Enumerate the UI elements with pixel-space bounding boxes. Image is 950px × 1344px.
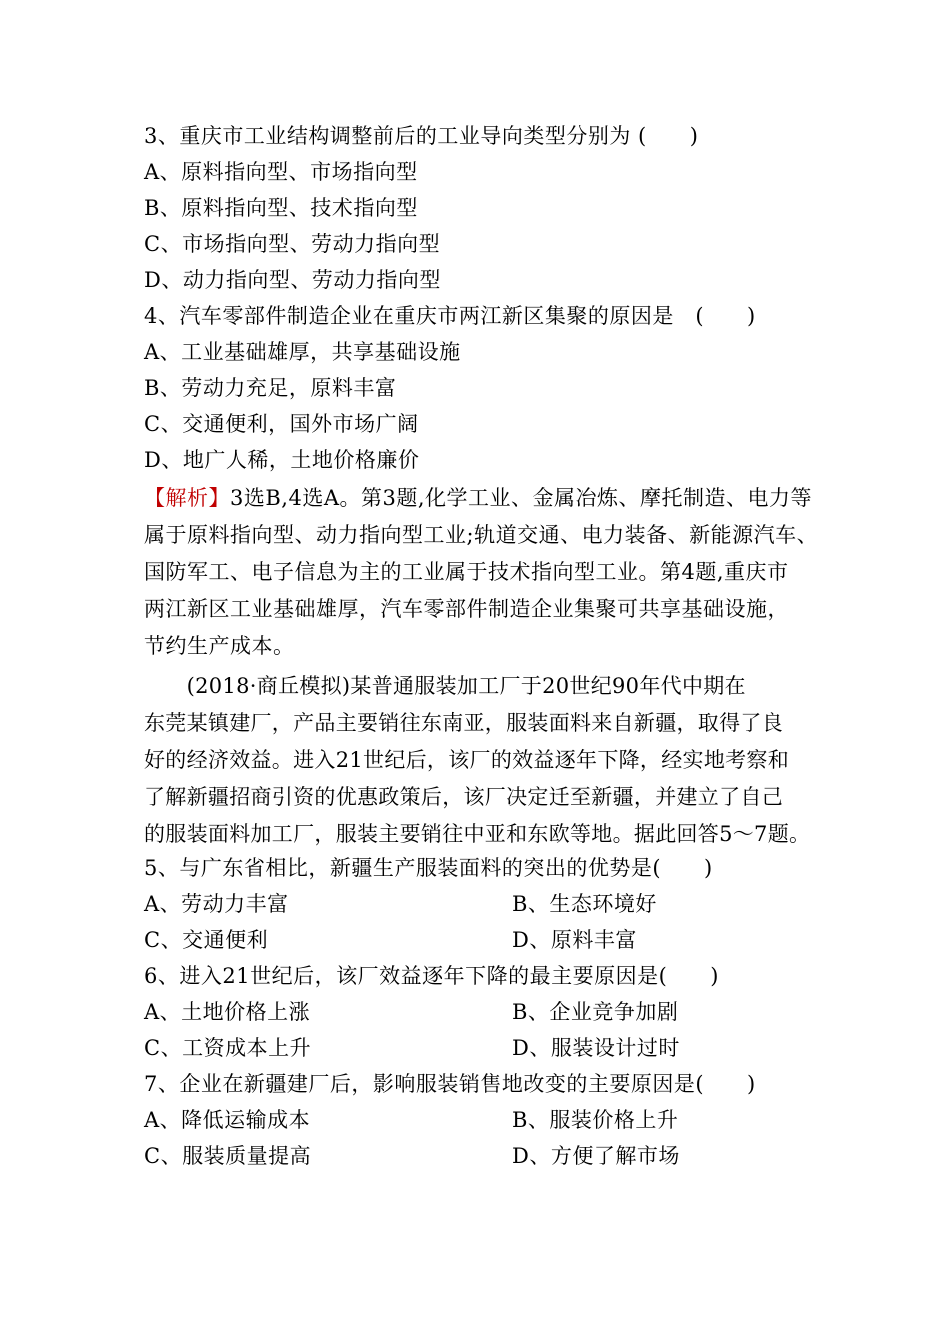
q7-option-d: D、方便了解市场 [512, 1144, 680, 1168]
passage-line-2: 东莞某镇建厂，产品主要销往东南亚，服装面料来自新疆，取得了良 [144, 711, 783, 735]
q6-option-d: D、服装设计过时 [512, 1036, 680, 1060]
q6-option-c: C、工资成本上升 [144, 1036, 312, 1060]
q3-option-a: A、原料指向型、市场指向型 [144, 160, 418, 184]
q3-stem: 3、重庆市工业结构调整前后的工业导向类型分别为 ( ) [144, 124, 699, 148]
analysis-line-4: 两江新区工业基础雄厚，汽车零部件制造企业集聚可共享基础设施， [144, 597, 789, 621]
analysis-line-1: 【解析】3选B,4选A。第3题,化学工业、金属冶炼、摩托制造、电力等 [144, 486, 813, 510]
q4-stem: 4、汽车零部件制造企业在重庆市两江新区集聚的原因是 ( ) [144, 304, 756, 328]
q5-option-d: D、原料丰富 [512, 928, 637, 952]
q3-option-d: D、动力指向型、劳动力指向型 [144, 268, 441, 292]
analysis-tag: 【解析】 [144, 486, 230, 510]
q5-option-c: C、交通便利 [144, 928, 269, 952]
passage-line-5: 的服装面料加工厂，服装主要销往中亚和东欧等地。据此回答5～7题。 [144, 822, 811, 846]
q4-option-a: A、工业基础雄厚，共享基础设施 [144, 340, 461, 364]
q3-option-b: B、原料指向型、技术指向型 [144, 196, 418, 220]
q5-stem: 5、与广东省相比，新疆生产服装面料的突出的优势是( ) [144, 856, 713, 880]
q5-option-b: B、生态环境好 [512, 892, 657, 916]
analysis-line-5: 节约生产成本。 [144, 634, 295, 658]
q4-option-b: B、劳动力充足，原料丰富 [144, 376, 397, 400]
q4-option-c: C、交通便利，国外市场广阔 [144, 412, 419, 436]
passage-line-1: (2018·商丘模拟)某普通服装加工厂于20世纪90年代中期在 [144, 674, 746, 698]
q5-option-a: A、劳动力丰富 [144, 892, 289, 916]
q6-option-b: B、企业竞争加剧 [512, 1000, 679, 1024]
passage-line-3: 好的经济效益。进入21世纪后，该厂的效益逐年下降，经实地考察和 [144, 748, 790, 772]
passage-line-4: 了解新疆招商引资的优惠政策后，该厂决定迁至新疆，并建立了自己 [144, 785, 783, 809]
q7-option-a: A、降低运输成本 [144, 1108, 311, 1132]
q7-stem: 7、企业在新疆建厂后，影响服装销售地改变的主要原因是( ) [144, 1072, 756, 1096]
q7-option-b: B、服装价格上升 [512, 1108, 679, 1132]
q6-option-a: A、土地价格上涨 [144, 1000, 311, 1024]
q3-option-c: C、市场指向型、劳动力指向型 [144, 232, 441, 256]
analysis-line-3: 国防军工、电子信息为主的工业属于技术指向型工业。第4题,重庆市 [144, 560, 789, 584]
analysis-line-2: 属于原料指向型、动力指向型工业;轨道交通、电力装备、新能源汽车、 [144, 523, 819, 547]
q7-option-c: C、服装质量提高 [144, 1144, 312, 1168]
q4-option-d: D、地广人稀，土地价格廉价 [144, 448, 420, 472]
q6-stem: 6、进入21世纪后，该厂效益逐年下降的最主要原因是( ) [144, 964, 719, 988]
